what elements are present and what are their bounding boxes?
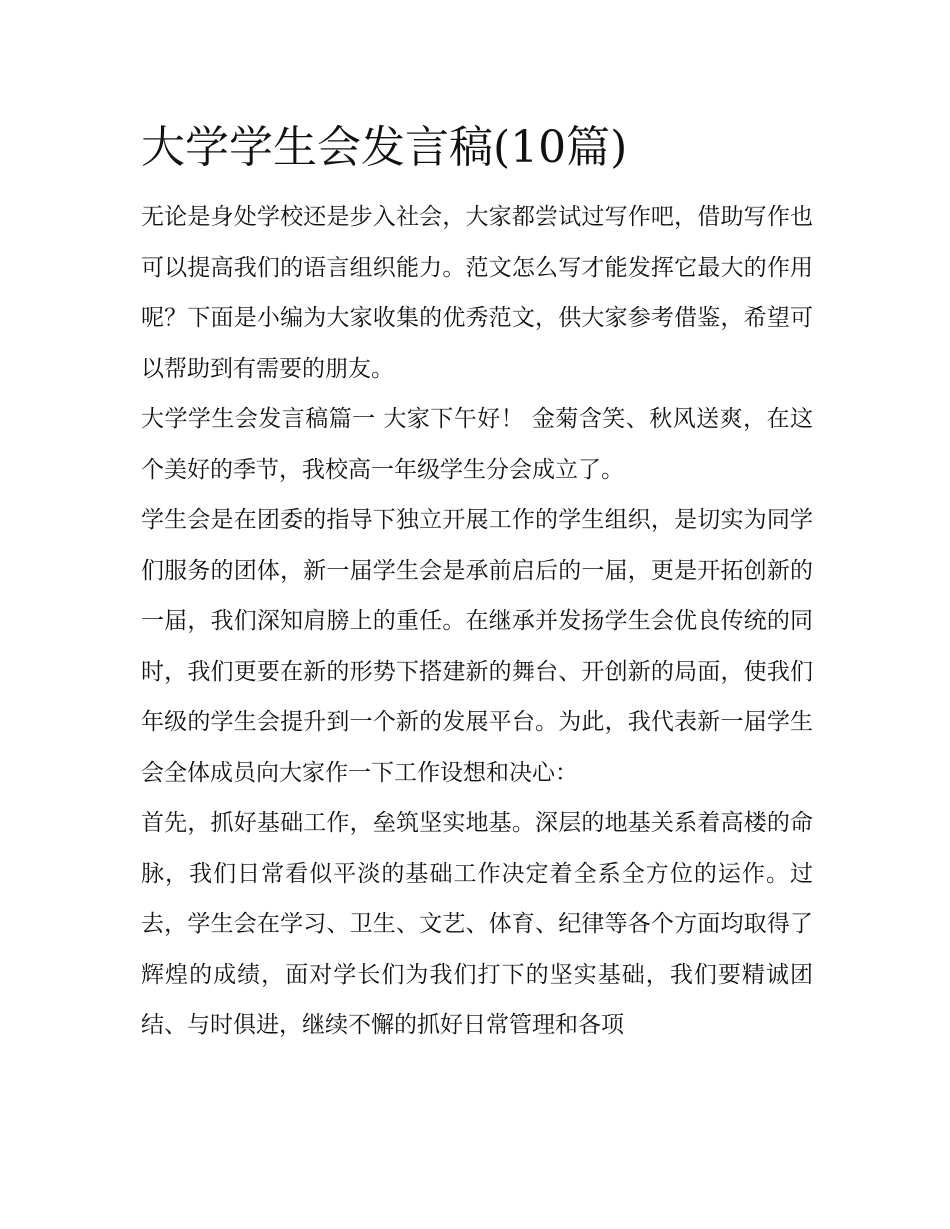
paragraph-greeting: 大学学生会发言稿篇一 大家下午好！ 金菊含笑、秋风送爽，在这个美好的季节，我校高一年级学生分会成立了。: [141, 406, 813, 483]
document-page: [141, 118, 813, 1051]
document-title: 大学学生会发言稿(10篇): [141, 122, 628, 173]
paragraph-intro: 无论是身处学校还是步入社会，大家都尝试过写作吧，借助写作也可以提高我们的语言组织能力。范文怎么写才能发挥它最大的作用呢？下面是小编为大家收集的优秀范文，供大家参考借鉴，希望可以帮助到有需要的朋友。: [141, 204, 813, 382]
paragraph-student-union: 学生会是在团委的指导下独立开展工作的学生组织，是切实为同学们服务的团体，新一届学生会是承前启后的一届，更是开拓创新的一届，我们深知肩膀上的重任。在继承并发扬学生会优良传统的同时，我们更要在新的形势下搭建新的舞台、开创新的局面，使我们年级的学生会提升到一个新的发展平台。为此，我代表新一届学生会全体成员向大家作一下工作设想和决心：: [141, 507, 813, 786]
paragraph-first-point: 首先，抓好基础工作，垒筑坚实地基。深层的地基关系着高楼的命脉，我们日常看似平淡的基础工作决定着全系全方位的运作。过去，学生会在学习、卫生、文艺、体育、纪律等各个方面均取得了辉煌的成绩，面对学长们为我们打下的坚实基础，我们要精诚团结、与时俱进，继续不懈的抓好日常管理和各项: [141, 810, 813, 1038]
